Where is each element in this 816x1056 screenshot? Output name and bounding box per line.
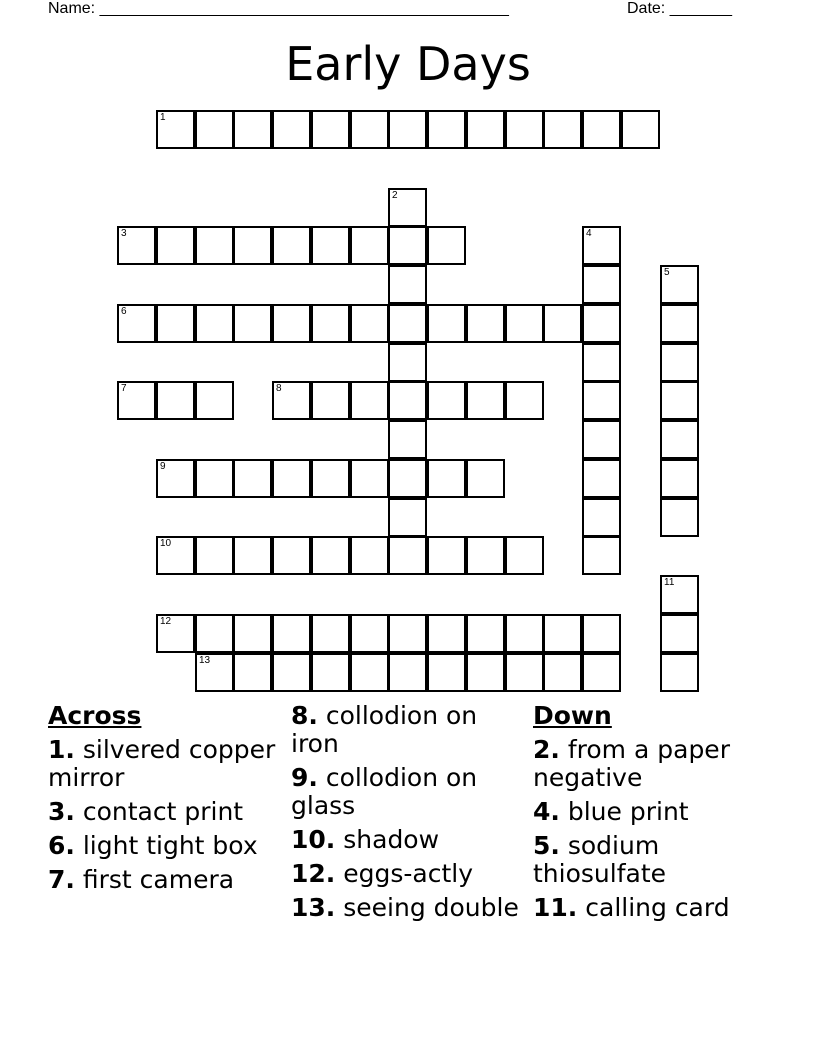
crossword-cell[interactable] [660, 614, 699, 653]
crossword-cell[interactable] [505, 110, 544, 149]
crossword-cell[interactable] [233, 536, 272, 575]
clue-text: sodium thiosulfate [533, 831, 667, 888]
clue-column-1 [48, 702, 280, 900]
clue-across-7 [48, 866, 280, 894]
crossword-cell[interactable] [350, 459, 389, 498]
crossword-cell[interactable] [311, 459, 350, 498]
clue-across-6 [48, 832, 280, 860]
clue-number: 6. [48, 831, 75, 860]
crossword-cell[interactable] [582, 381, 621, 420]
crossword-cell[interactable] [466, 653, 505, 692]
clue-text: silvered copper mirror [48, 735, 276, 792]
crossword-cell[interactable] [195, 459, 234, 498]
crossword-cell[interactable] [117, 226, 156, 265]
clue-number: 12. [291, 859, 336, 888]
clue-number: 11. [533, 893, 578, 922]
crossword-cell[interactable] [427, 381, 466, 420]
clue-number-label: 12 [160, 616, 172, 627]
crossword-cell[interactable] [272, 381, 311, 420]
crossword-cell[interactable] [505, 304, 544, 343]
crossword-cell[interactable] [388, 498, 427, 537]
puzzle-title: Early Days [285, 37, 531, 91]
date-field-label: Date: _______ [627, 0, 732, 17]
crossword-cell[interactable] [543, 614, 582, 653]
crossword-cell[interactable] [350, 304, 389, 343]
clue-text: calling card [585, 893, 730, 922]
crossword-cell[interactable] [156, 226, 195, 265]
clue-down-4 [533, 798, 773, 826]
crossword-cell[interactable] [388, 614, 427, 653]
crossword-cell[interactable] [427, 653, 466, 692]
clue-across-3 [48, 798, 280, 826]
clue-number-label: 4 [586, 228, 592, 239]
clue-number: 1. [48, 735, 75, 764]
crossword-cell[interactable] [272, 110, 311, 149]
clue-down-11 [533, 894, 773, 922]
crossword-cell[interactable] [156, 304, 195, 343]
clue-number-label: 13 [199, 655, 211, 666]
clue-across-8 [291, 702, 527, 758]
crossword-cell[interactable] [427, 226, 466, 265]
clue-text: eggs-actly [343, 859, 474, 888]
crossword-cell[interactable] [350, 110, 389, 149]
crossword-cell[interactable] [388, 265, 427, 304]
clue-text: first camera [82, 865, 235, 894]
clue-number-label: 10 [160, 538, 172, 549]
crossword-cell[interactable] [466, 536, 505, 575]
crossword-cell[interactable] [582, 420, 621, 459]
crossword-cell[interactable] [195, 110, 234, 149]
crossword-cell[interactable] [350, 614, 389, 653]
clue-column-3 [533, 702, 773, 928]
crossword-cell[interactable] [388, 381, 427, 420]
crossword-cell[interactable] [350, 381, 389, 420]
crossword-cell[interactable] [272, 459, 311, 498]
crossword-cell[interactable] [233, 459, 272, 498]
clue-text: blue print [567, 797, 689, 826]
crossword-cell[interactable] [466, 614, 505, 653]
crossword-cell[interactable] [427, 459, 466, 498]
crossword-cell[interactable] [156, 381, 195, 420]
clue-number-label: 3 [121, 228, 127, 239]
clue-number-label: 6 [121, 306, 127, 317]
clue-number-label: 2 [392, 190, 398, 201]
crossword-cell[interactable] [427, 536, 466, 575]
crossword-cell[interactable] [233, 110, 272, 149]
crossword-cell[interactable] [505, 381, 544, 420]
crossword-cell[interactable] [427, 110, 466, 149]
crossword-cell[interactable] [582, 265, 621, 304]
crossword-cell[interactable] [156, 614, 195, 653]
crossword-cell[interactable] [388, 420, 427, 459]
clue-number-label: 9 [160, 461, 166, 472]
crossword-cell[interactable] [350, 226, 389, 265]
crossword-cell[interactable] [582, 498, 621, 537]
crossword-cell[interactable] [388, 459, 427, 498]
crossword-cell[interactable] [660, 459, 699, 498]
crossword-cell[interactable] [466, 459, 505, 498]
crossword-cell[interactable] [311, 381, 350, 420]
crossword-cell[interactable] [272, 304, 311, 343]
clue-across-1 [48, 736, 280, 792]
crossword-cell[interactable] [660, 265, 699, 304]
across-heading: Across [48, 701, 142, 730]
clue-across-9 [291, 764, 527, 820]
crossword-cell[interactable] [195, 653, 234, 692]
crossword-cell[interactable] [195, 226, 234, 265]
clue-across-13 [291, 894, 527, 922]
clue-text: collodion on glass [291, 763, 478, 820]
clue-across-12 [291, 860, 527, 888]
crossword-cell[interactable] [350, 536, 389, 575]
crossword-cell[interactable] [195, 304, 234, 343]
clue-text: from a paper negative [533, 735, 730, 792]
crossword-cell[interactable] [195, 536, 234, 575]
crossword-cell[interactable] [505, 614, 544, 653]
crossword-cell[interactable] [388, 110, 427, 149]
crossword-cell[interactable] [466, 110, 505, 149]
clue-number: 2. [533, 735, 560, 764]
crossword-cell[interactable] [388, 343, 427, 382]
crossword-cell[interactable] [233, 614, 272, 653]
clue-text: collodion on iron [291, 701, 478, 758]
crossword-cell[interactable] [582, 343, 621, 382]
crossword-cell[interactable] [117, 304, 156, 343]
crossword-cell[interactable] [311, 226, 350, 265]
crossword-cell[interactable] [543, 653, 582, 692]
crossword-cell[interactable] [272, 536, 311, 575]
crossword-cell[interactable] [660, 381, 699, 420]
crossword-cell[interactable] [582, 226, 621, 265]
crossword-cell[interactable] [466, 304, 505, 343]
crossword-cell[interactable] [660, 653, 699, 692]
crossword-cell[interactable] [156, 110, 195, 149]
clue-number-label: 11 [664, 577, 675, 588]
crossword-cell[interactable] [350, 653, 389, 692]
crossword-cell[interactable] [582, 614, 621, 653]
crossword-cell[interactable] [311, 304, 350, 343]
clue-number: 10. [291, 825, 336, 854]
crossword-cell[interactable] [233, 226, 272, 265]
crossword-cell[interactable] [466, 381, 505, 420]
crossword-cell[interactable] [388, 653, 427, 692]
crossword-cell[interactable] [582, 653, 621, 692]
name-field-label: Name: ______________________________________________ [48, 0, 509, 17]
crossword-cell[interactable] [582, 304, 621, 343]
clue-column-2 [291, 702, 527, 928]
clue-text: light tight box [82, 831, 258, 860]
clue-number-label: 5 [664, 267, 670, 278]
crossword-cell[interactable] [272, 614, 311, 653]
crossword-cell[interactable] [543, 110, 582, 149]
clue-number-label: 7 [121, 383, 127, 394]
clue-text: seeing double [343, 893, 519, 922]
crossword-cell[interactable] [272, 226, 311, 265]
crossword-cell[interactable] [660, 343, 699, 382]
crossword-cell[interactable] [660, 575, 699, 614]
crossword-cell[interactable] [505, 536, 544, 575]
crossword-cell[interactable] [311, 614, 350, 653]
crossword-cell[interactable] [427, 614, 466, 653]
clue-down-5 [533, 832, 773, 888]
clue-number: 9. [291, 763, 318, 792]
crossword-cell[interactable] [311, 653, 350, 692]
crossword-cell[interactable] [156, 536, 195, 575]
clue-across-10 [291, 826, 527, 854]
crossword-cell[interactable] [621, 110, 660, 149]
clue-down-2 [533, 736, 773, 792]
clue-number-label: 1 [160, 112, 166, 123]
crossword-cell[interactable] [427, 304, 466, 343]
crossword-cell[interactable] [311, 536, 350, 575]
crossword-cell[interactable] [505, 653, 544, 692]
crossword-cell[interactable] [311, 110, 350, 149]
clue-number: 5. [533, 831, 560, 860]
clue-number: 4. [533, 797, 560, 826]
crossword-cell[interactable] [117, 381, 156, 420]
crossword-cell[interactable] [388, 304, 427, 343]
crossword-cell[interactable] [660, 498, 699, 537]
crossword-cell[interactable] [195, 381, 234, 420]
crossword-cell[interactable] [388, 188, 427, 227]
crossword-cell[interactable] [582, 110, 621, 149]
crossword-cell[interactable] [582, 459, 621, 498]
clue-text: contact print [82, 797, 244, 826]
clue-number: 7. [48, 865, 75, 894]
crossword-cell[interactable] [388, 226, 427, 265]
crossword-cell[interactable] [660, 304, 699, 343]
crossword-cell[interactable] [272, 653, 311, 692]
crossword-cell[interactable] [660, 420, 699, 459]
crossword-cell[interactable] [233, 304, 272, 343]
crossword-cell[interactable] [543, 304, 582, 343]
down-heading: Down [533, 701, 612, 730]
clue-number: 3. [48, 797, 75, 826]
clue-number: 8. [291, 701, 318, 730]
crossword-cell[interactable] [195, 614, 234, 653]
crossword-cell[interactable] [233, 653, 272, 692]
crossword-cell[interactable] [156, 459, 195, 498]
crossword-cell[interactable] [388, 536, 427, 575]
clue-number-label: 8 [276, 383, 282, 394]
crossword-cell[interactable] [582, 536, 621, 575]
clue-number: 13. [291, 893, 336, 922]
clue-text: shadow [343, 825, 440, 854]
